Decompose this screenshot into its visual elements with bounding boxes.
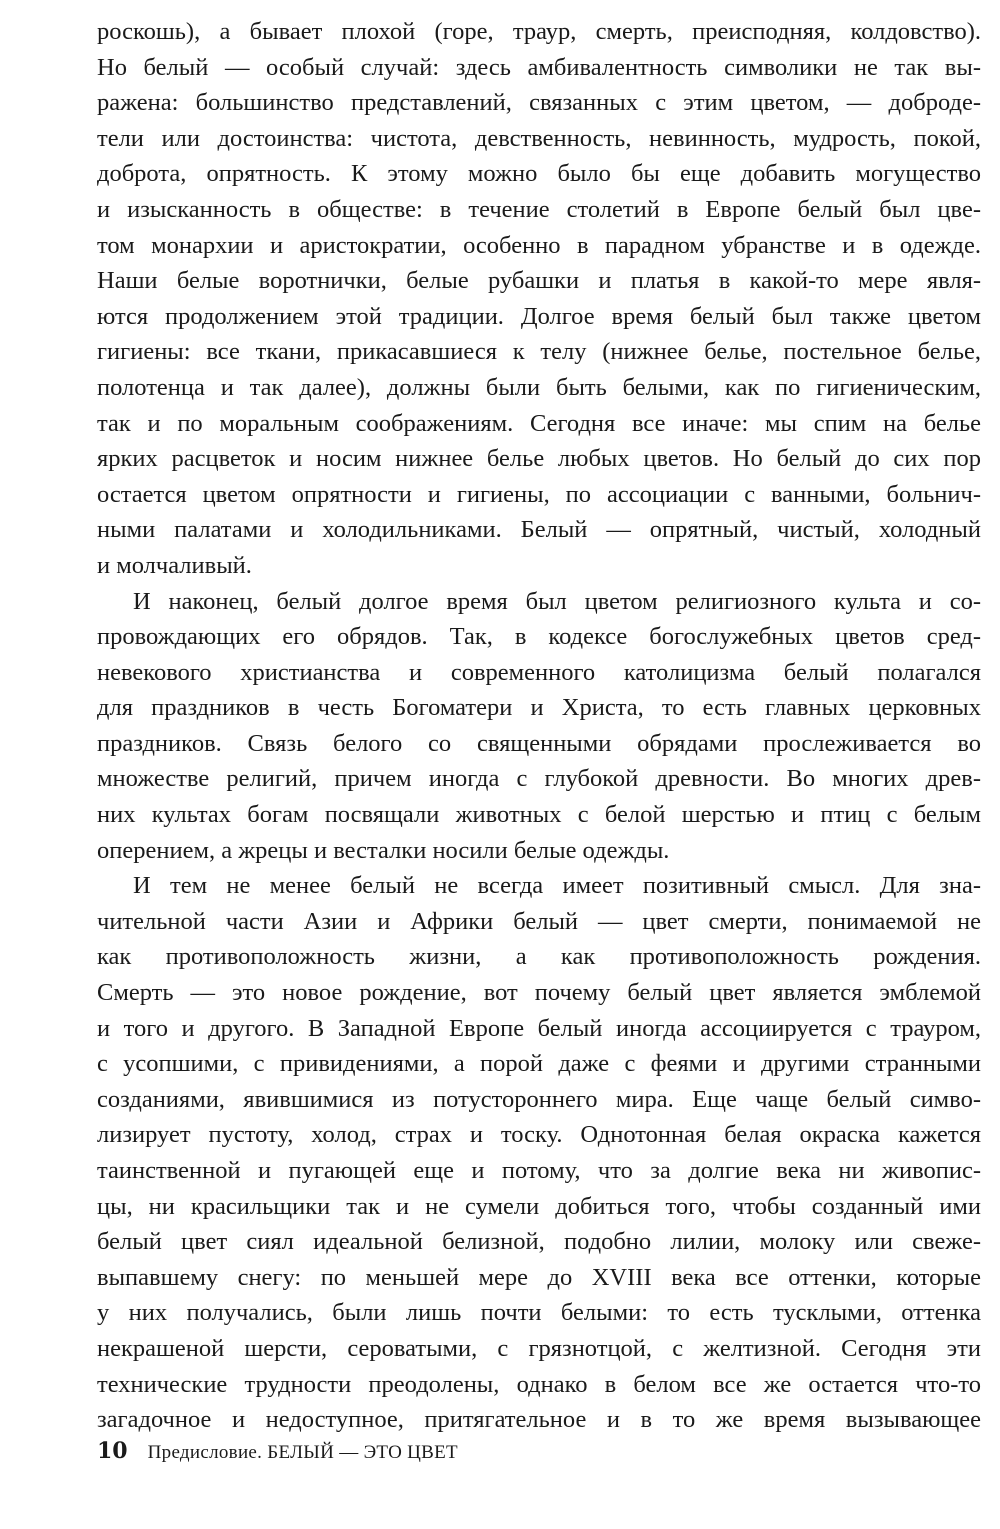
text-line: них культах богам посвящали животных с белой шерстью и птиц с белым bbox=[97, 801, 981, 829]
text-line: роскошь), а бывает плохой (горе, траур, смерть, преисподняя, колдовство). bbox=[97, 18, 981, 45]
text-line: И наконец, белый долгое время был цветом религиозного культа и со- bbox=[133, 587, 981, 615]
text-line: чительной части Азии и Африки белый — цвет смерти, понимаемой не bbox=[97, 907, 981, 935]
text-line: и молчаливый. bbox=[97, 551, 252, 579]
text-line: с усопшими, с привидениями, а порой даже с феями и другими странными bbox=[97, 1050, 981, 1078]
body-text bbox=[97, 14, 981, 1438]
text-line: оперением, а жрецы и весталки носили белые одежды. bbox=[97, 836, 670, 864]
text-line: как противоположность жизни, а как противоположность рождения. bbox=[97, 943, 981, 971]
text-line: и изысканность в обществе: в течение столетий в Европе белый был цве- bbox=[97, 195, 981, 223]
text-line: лизирует пустоту, холод, страх и тоску. Однотонная белая окраска кажется bbox=[97, 1121, 981, 1149]
text-line: ярких расцветок и носим нижнее белье любых цветов. Но белый до сих пор bbox=[97, 445, 981, 473]
paragraph bbox=[97, 584, 981, 869]
text-line: выпавшему снегу: по меньшей мере до XVIII века все оттенки, которые bbox=[97, 1263, 981, 1291]
running-head: Предисловие. БЕЛЫЙ — ЭТО ЦВЕТ bbox=[147, 1442, 458, 1463]
text-line: множестве религий, причем иногда с глубокой древности. Во многих древ- bbox=[97, 765, 981, 793]
text-line: гигиены: все ткани, прикасавшиеся к телу (нижнее белье, постельное белье, bbox=[97, 338, 981, 366]
text-line: доброта, опрятность. К этому можно было бы еще добавить могущество bbox=[97, 160, 981, 188]
paragraph bbox=[97, 14, 981, 584]
text-line: Смерть — это новое рождение, вот почему белый цвет является эмблемой bbox=[97, 979, 981, 1007]
page-number: 10 bbox=[97, 1438, 128, 1464]
text-line: провождающих его обрядов. Так, в кодексе богослужебных цветов сред- bbox=[97, 623, 981, 651]
text-line: И тем не менее белый не всегда имеет позитивный смысл. Для зна- bbox=[133, 872, 981, 900]
text-line: Но белый — особый случай: здесь амбивалентность символики не так вы- bbox=[97, 53, 981, 81]
text-line: технические трудности преодолены, однако в белом все же остается что-то bbox=[97, 1370, 981, 1398]
text-line: загадочное и недоступное, притягательное и в то же время вызывающее bbox=[97, 1406, 981, 1434]
text-line: так и по моральным соображениям. Сегодня все иначе: мы спим на белье bbox=[97, 409, 981, 437]
text-line: том монархии и аристократии, особенно в парадном убранстве и в одежде. bbox=[97, 231, 981, 259]
text-line: у них получались, были лишь почти белыми: то есть тусклыми, оттенка bbox=[97, 1299, 981, 1327]
text-line: и того и другого. В Западной Европе белый иногда ассоциируется с трауром, bbox=[97, 1014, 981, 1042]
text-line: некрашеной шерсти, сероватыми, с грязнотцой, с желтизной. Сегодня эти bbox=[97, 1334, 981, 1362]
text-line: ражена: большинство представлений, связанных с этим цветом, — доброде- bbox=[97, 89, 981, 117]
text-line: цы, ни красильщики так и не сумели добиться того, чтобы созданный ими bbox=[97, 1192, 981, 1220]
paragraph bbox=[97, 868, 981, 1438]
page-footer bbox=[97, 1436, 458, 1466]
text-line: ются продолжением этой традиции. Долгое время белый был также цветом bbox=[97, 302, 981, 330]
text-line: для праздников в честь Богоматери и Христа, то есть главных церковных bbox=[97, 694, 981, 722]
text-line: остается цветом опрятности и гигиены, по ассоциации с ванными, больнич- bbox=[97, 480, 981, 508]
text-line: тели или достоинства: чистота, девственность, невинность, мудрость, покой, bbox=[97, 124, 981, 152]
text-line: праздников. Связь белого со священными обрядами прослеживается во bbox=[97, 729, 981, 757]
text-line: полотенца и так далее), должны были быть белыми, как по гигиеническим, bbox=[97, 373, 981, 401]
text-line: созданиями, явившимися из потустороннего мира. Еще чаще белый симво- bbox=[97, 1085, 981, 1113]
text-line: таинственной и пугающей еще и потому, что за долгие века ни живопис- bbox=[97, 1157, 981, 1184]
text-line: ными палатами и холодильниками. Белый — опрятный, чистый, холодный bbox=[97, 516, 981, 544]
text-line: белый цвет сиял идеальной белизной, подобно лилии, молоку или свеже- bbox=[97, 1228, 981, 1256]
text-line: Наши белые воротнички, белые рубашки и платья в какой-то мере явля- bbox=[97, 267, 981, 295]
text-line: невекового христианства и современного католицизма белый полагался bbox=[97, 658, 981, 686]
